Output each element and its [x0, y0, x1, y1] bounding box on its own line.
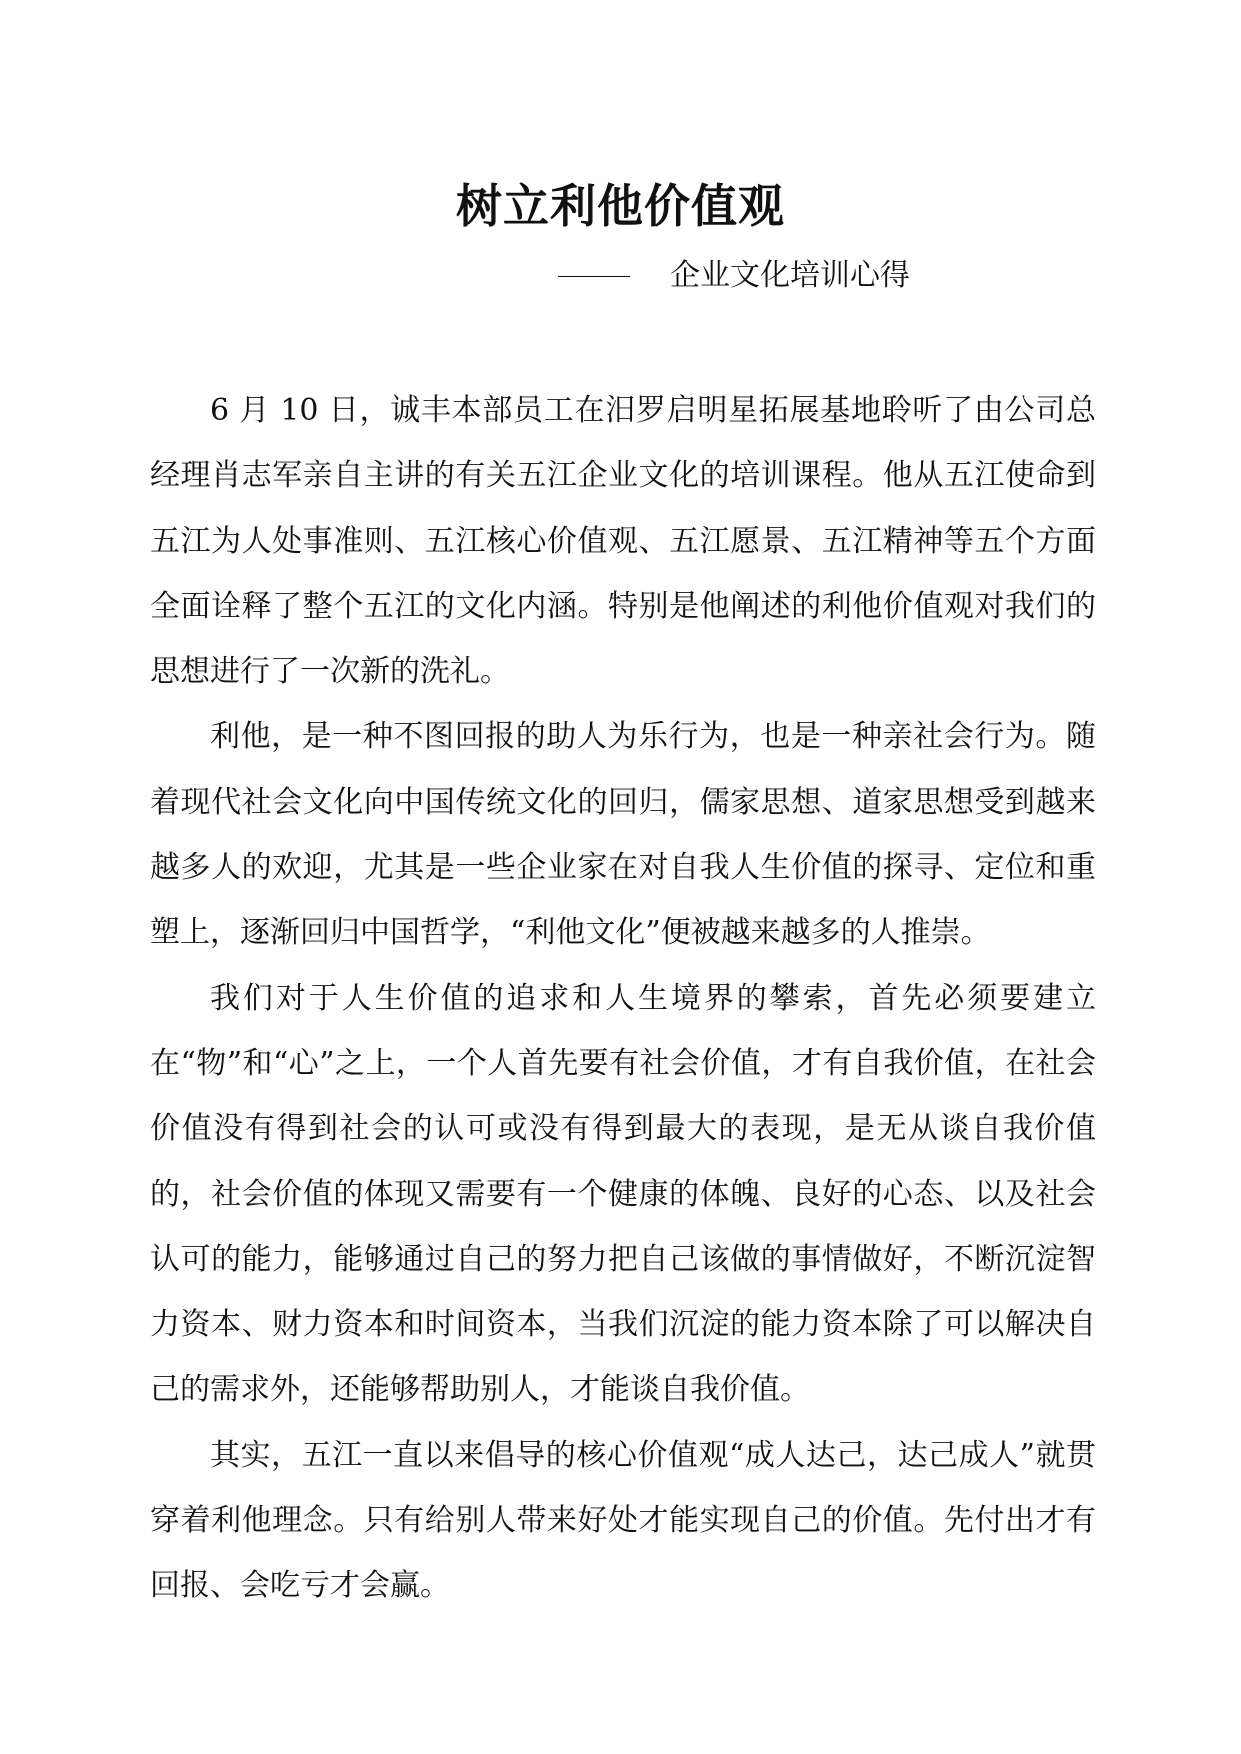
document-title: 树立利他价值观 — [456, 179, 785, 233]
document-body — [150, 378, 1096, 1619]
document-subtitle — [558, 256, 910, 296]
subtitle-text: 企业文化培训心得 — [670, 258, 910, 293]
paragraph-2: 利他，是一种不图回报的助人为乐行为，也是一种亲社会行为。随着现代社会文化向中国传统文化的回归，儒家思想、道家思想受到越来越多人的欢迎，尤其是一些企业家在对自我人生价值的探寻、定位和重塑上，逐渐回归中国哲学，“利他文化”便被越来越多的人推崇。 — [150, 719, 1096, 951]
subtitle-dash — [558, 276, 630, 277]
paragraph-4: 其实，五江一直以来倡导的核心价值观“成人达己，达己成人”就贯穿着利他理念。只有给别人带来好处才能实现自己的价值。先付出才有回报、会吃亏才会赢。 — [150, 1437, 1096, 1604]
paragraph-1: 6 月 10 日，诚丰本部员工在汨罗启明星拓展基地聆听了由公司总经理肖志军亲自主讲的有关五江企业文化的培训课程。他从五江使命到五江为人处事准则、五江核心价值观、五江愿景、五江精神等五个方面全面诠释了整个五江的文化内涵。特别是他阐述的利他价值观对我们的思想进行了一次新的洗礼。 — [150, 393, 1096, 690]
paragraph-3: 我们对于人生价值的追求和人生境界的攀索，首先必须要建立在“物”和“心”之上，一个人首先要有社会价值，才有自我价值，在社会价值没有得到社会的认可或没有得到最大的表现，是无从谈自我价值的，社会价值的体现又需要有一个健康的体魄、良好的心态、以及社会认可的能力，能够通过自己的努力把自己该做的事情做好，不断沉淀智力资本、财力资本和时间资本，当我们沉淀的能力资本除了可以解决自己的需求外，还能够帮助别人，才能谈自我价值。 — [150, 980, 1096, 1408]
